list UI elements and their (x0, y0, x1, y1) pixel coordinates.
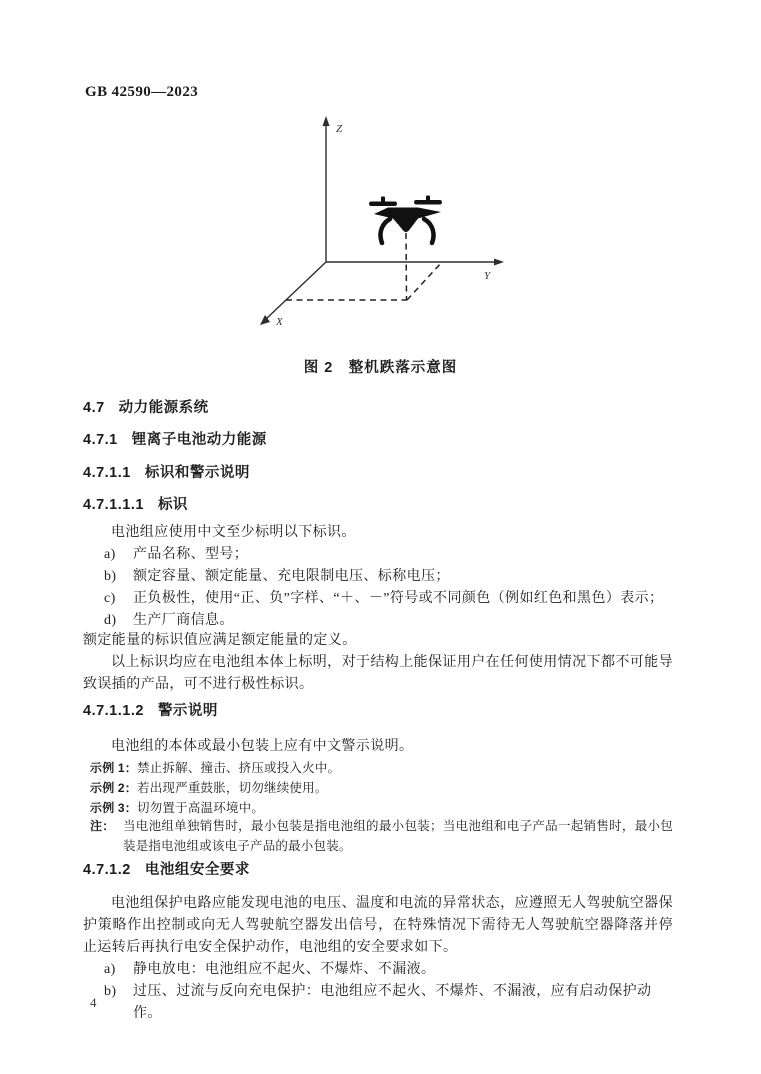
page-number: 4 (90, 995, 97, 1010)
x-axis-line (266, 262, 326, 319)
list-marker: a) (104, 547, 116, 562)
note-text: 当电池组单独销售时，最小包装是指电池组的最小包装；当电池组和电子产品一起销售时，最小包装是指电池组或该电子产品的最小包装。 (123, 819, 673, 853)
section-heading-4-7-1-1-1 (83, 497, 673, 513)
list-text: 过压、过流与反向充电保护：电池组应不起火、不爆炸、不漏液，应有启动保护动作。 (133, 984, 652, 1021)
section-number: 4.7 (83, 400, 105, 416)
ground-dashed-diagonal (407, 262, 442, 300)
example-text: 若出现严重鼓胀，切勿继续使用。 (137, 781, 328, 795)
section-title: 标识 (157, 497, 188, 513)
section-title: 警示说明 (157, 703, 218, 719)
list-marker: a) (104, 962, 116, 977)
drop-dashed-vertical (406, 233, 407, 300)
z-axis-arrow (323, 116, 330, 126)
list-item-d (83, 610, 673, 632)
warning-intro-paragraph: 电池组的本体或最小包装上应有中文警示说明。 (111, 739, 414, 754)
section-heading-4-7 (83, 400, 673, 416)
document-body (83, 392, 673, 1025)
list-marker: c) (104, 591, 116, 606)
list-marker: b) (104, 569, 117, 584)
section-heading-4-7-1-2 (83, 862, 673, 878)
list-text: 正负极性，使用“正、负”字样、“＋、－”符号或不同颜色（例如红色和黑色）表示； (133, 591, 664, 606)
section-heading-4-7-1 (83, 432, 673, 448)
section-number: 4.7.1 (83, 432, 118, 448)
section-number: 4.7.1.1 (83, 465, 131, 481)
safety-item-b (83, 981, 673, 1025)
safety-item-a (83, 959, 673, 981)
list-text: 额定容量、额定能量、充电限制电压、标称电压； (133, 569, 450, 584)
section-number: 4.7.1.2 (83, 862, 131, 878)
example-text: 切勿置于高温环境中。 (137, 801, 265, 815)
x-axis-label: X (276, 316, 283, 328)
list-item-b (83, 566, 673, 588)
example-3 (90, 798, 673, 818)
z-axis-label: Z (336, 123, 343, 135)
section-number: 4.7.1.1.2 (83, 703, 144, 719)
example-2 (90, 778, 673, 798)
figure-drop-diagram (240, 113, 520, 348)
example-label: 示例 1： (90, 761, 138, 775)
example-label: 示例 2： (90, 781, 138, 795)
marking-intro-paragraph: 电池组应使用中文至少标明以下标识。 (111, 525, 356, 540)
example-1 (90, 758, 673, 778)
body-marking-paragraph: 以上标识均应在电池组本体上标明，对于结构上能保证用户在任何使用情况下都不可能导致误插的产品，可不进行极性标识。 (83, 655, 673, 692)
list-text: 生产厂商信息。 (133, 613, 234, 628)
note-paragraph (83, 816, 673, 856)
list-item-c (83, 588, 673, 610)
section-title: 锂离子电池动力能源 (131, 432, 267, 448)
list-marker: b) (104, 984, 117, 999)
list-marker: d) (104, 613, 117, 628)
section-title: 动力能源系统 (118, 400, 209, 416)
list-text: 产品名称、型号； (133, 547, 249, 562)
drop-diagram-svg (240, 113, 520, 348)
figure-caption: 图 2 整机跌落示意图 (303, 360, 458, 376)
section-heading-4-7-1-1 (83, 465, 673, 481)
section-title: 标识和警示说明 (144, 465, 250, 481)
example-text: 禁止拆解、撞击、挤压或投入火中。 (137, 761, 341, 775)
note-label: 注： (90, 819, 115, 833)
y-axis-label: Y (484, 270, 491, 282)
section-title: 电池组安全要求 (144, 862, 250, 878)
list-text: 静电放电：电池组应不起火、不爆炸、不漏液。 (133, 962, 436, 977)
safety-intro-paragraph: 电池组保护电路应能发现电池的电压、温度和电流的异常状态，应遵照无人驾驶航空器保护策略作出控制或向无人驾驶航空器发出信号，在特殊情况下需待无人驾驶航空器降落并停止运转后再执行电安全保护动作，电池组的安全要求如下。 (83, 896, 673, 955)
doc-number: GB 42590—2023 (85, 84, 199, 100)
example-label: 示例 3： (90, 801, 138, 815)
section-number: 4.7.1.1.1 (83, 497, 144, 513)
rated-energy-paragraph: 额定能量的标识值应满足额定能量的定义。 (83, 633, 357, 648)
y-axis-arrow (494, 259, 504, 266)
section-heading-4-7-1-1-2 (83, 703, 673, 719)
list-item-a (83, 544, 673, 566)
